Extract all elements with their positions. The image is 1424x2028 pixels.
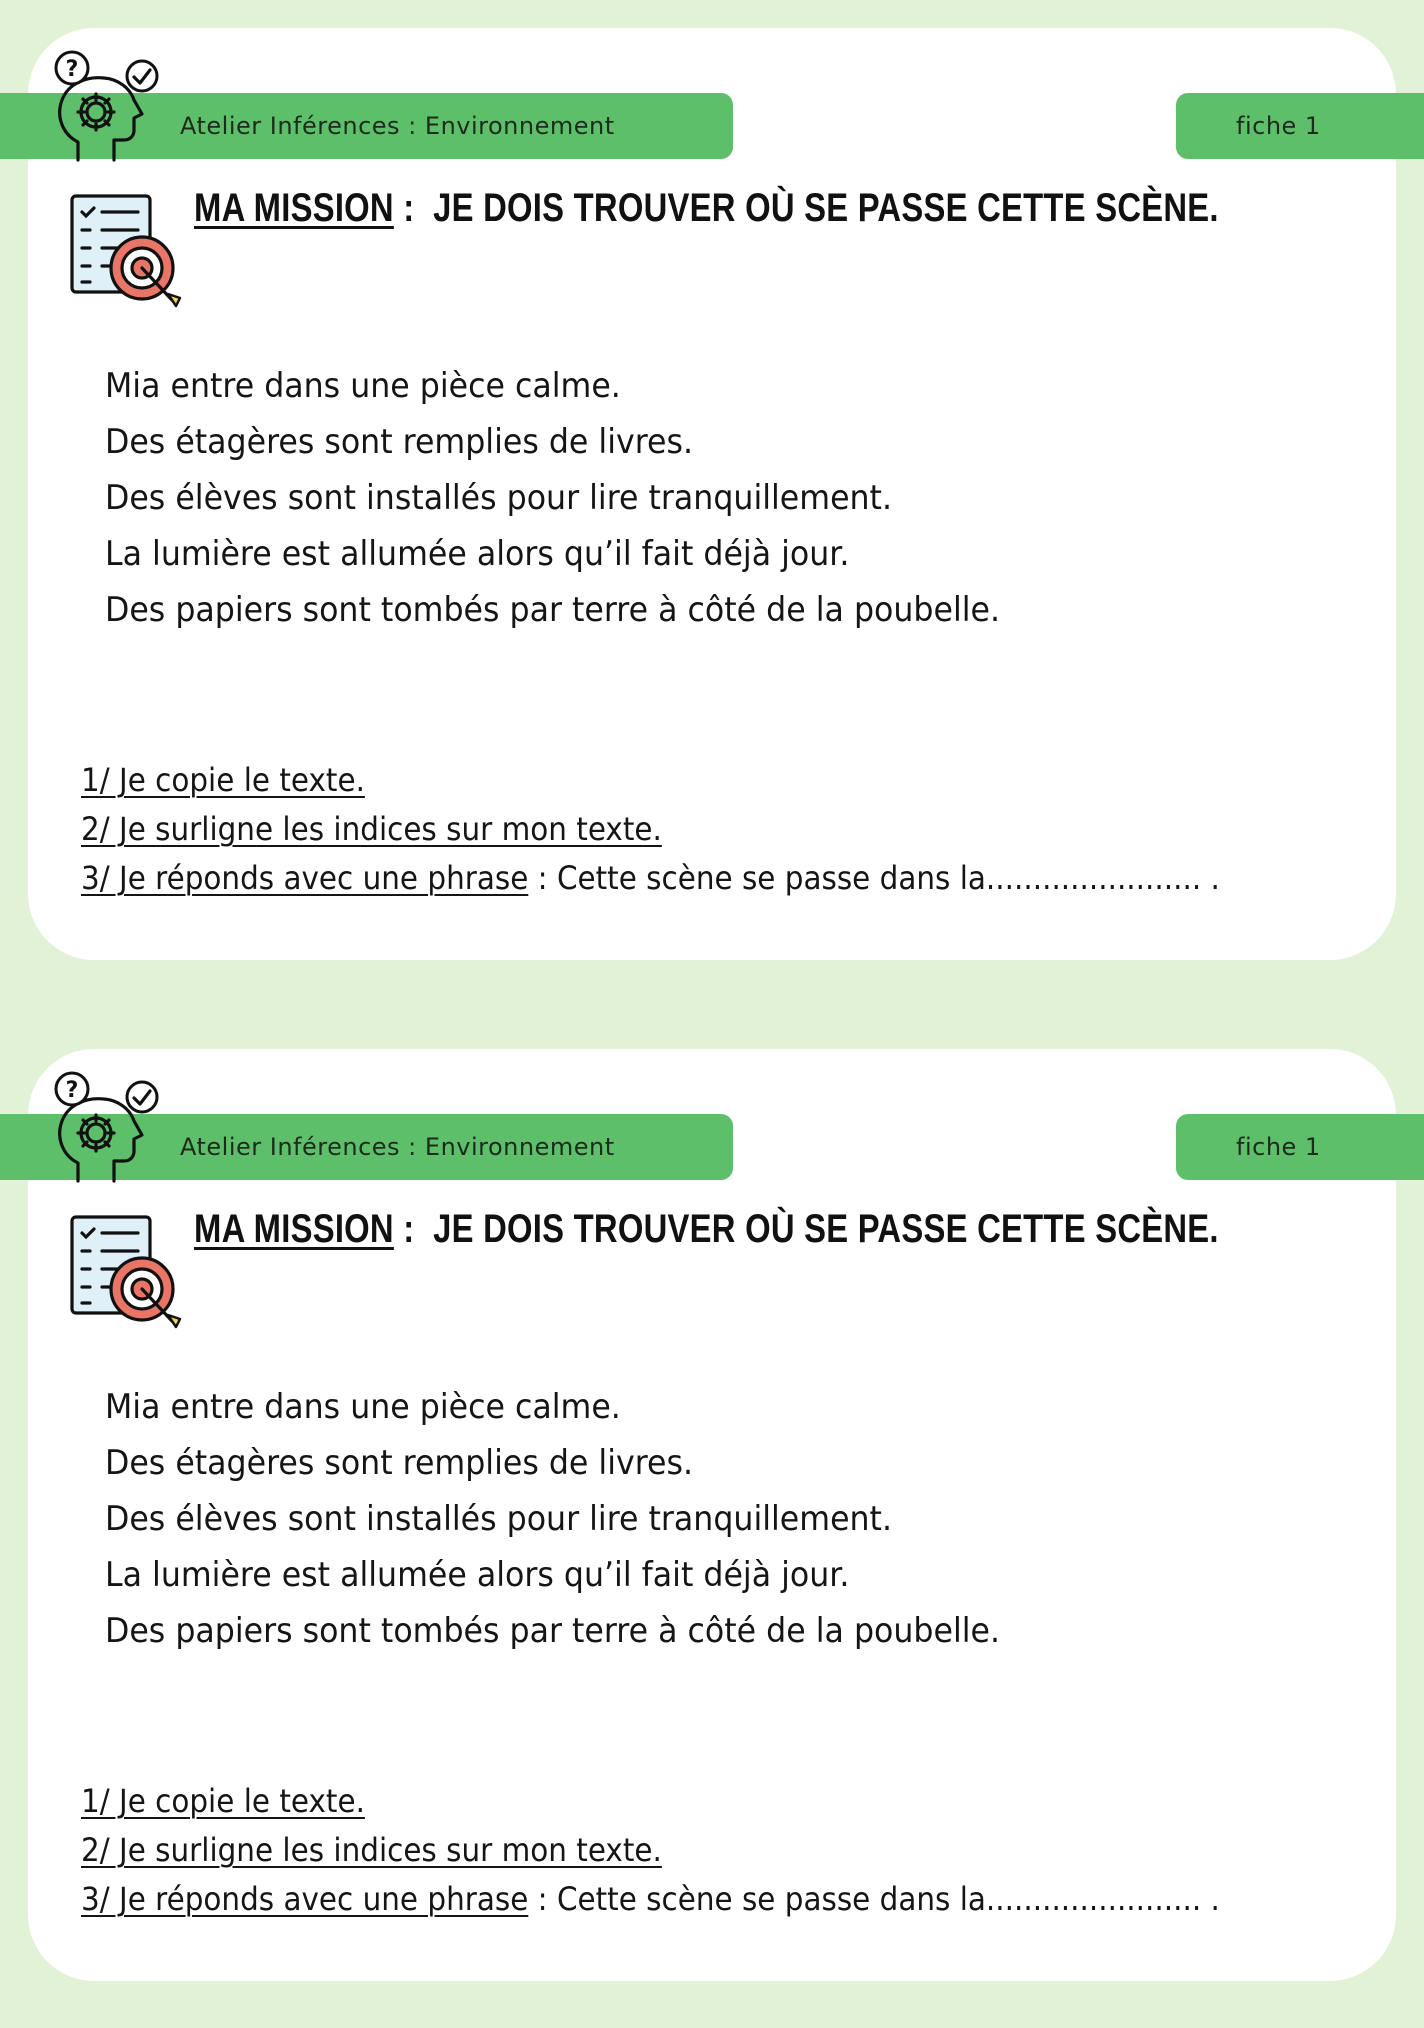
step-1-text: 1/ Je copie le texte. [81, 761, 365, 799]
step-1 [81, 756, 1220, 805]
workshop-title: Atelier Inférences : Environnement [180, 112, 615, 140]
story-line: Des élèves sont installés pour lire tranquillement. [105, 478, 893, 518]
story-line: Des papiers sont tombés par terre à côté de la poubelle. [105, 590, 1001, 630]
mission-separator: : [393, 1207, 434, 1251]
mission-heading [194, 186, 1219, 231]
svg-text:?: ? [65, 57, 79, 82]
worksheet-card [28, 1049, 1396, 1981]
mission-text: JE DOIS TROUVER OÙ SE PASSE CETTE SCÈNE. [433, 186, 1219, 230]
instructions [81, 756, 1319, 903]
story-line: La lumière est allumée alors qu’il fait déjà jour. [105, 534, 850, 574]
mission-label: MA MISSION [194, 186, 394, 230]
story-line: La lumière est allumée alors qu’il fait déjà jour. [105, 1555, 850, 1595]
step-2 [81, 1826, 1220, 1875]
story-text [105, 1379, 1067, 1659]
step-3-label: 3/ Je réponds avec une phrase [81, 1880, 529, 1918]
story-text [105, 358, 1067, 638]
step-3-label: 3/ Je réponds avec une phrase [81, 859, 529, 897]
story-line: Des étagères sont remplies de livres. [105, 422, 694, 462]
thinking-head-icon [48, 1071, 160, 1187]
step-1 [81, 1777, 1220, 1826]
step-2-text: 2/ Je surligne les indices sur mon texte. [81, 1831, 662, 1869]
step-1-text: 1/ Je copie le texte. [81, 1782, 365, 1820]
mission-separator: : [393, 186, 434, 230]
worksheet-card [28, 28, 1396, 960]
svg-text:?: ? [65, 1078, 79, 1103]
checklist-target-icon [68, 190, 184, 310]
checklist-target-icon [68, 1211, 184, 1331]
workshop-title: Atelier Inférences : Environnement [180, 1133, 615, 1161]
story-line: Des étagères sont remplies de livres. [105, 1443, 694, 1483]
step-2 [81, 805, 1220, 854]
story-line: Des élèves sont installés pour lire tranquillement. [105, 1499, 893, 1539]
story-line: Mia entre dans une pièce calme. [105, 1387, 621, 1427]
fiche-number: fiche 1 [1236, 112, 1321, 140]
story-line: Des papiers sont tombés par terre à côté de la poubelle. [105, 1611, 1001, 1651]
mission-label: MA MISSION [194, 1207, 394, 1251]
step-2-text: 2/ Je surligne les indices sur mon texte. [81, 810, 662, 848]
step-3-answer-line: : Cette scène se passe dans la....................... . [528, 1880, 1220, 1918]
step-3 [81, 854, 1220, 903]
instructions [81, 1777, 1319, 1924]
mission-text: JE DOIS TROUVER OÙ SE PASSE CETTE SCÈNE. [433, 1207, 1219, 1251]
fiche-number: fiche 1 [1236, 1133, 1321, 1161]
thinking-head-icon [48, 50, 160, 166]
story-line: Mia entre dans une pièce calme. [105, 366, 621, 406]
mission-heading [194, 1207, 1219, 1252]
step-3-answer-line: : Cette scène se passe dans la....................... . [528, 859, 1220, 897]
step-3 [81, 1875, 1220, 1924]
